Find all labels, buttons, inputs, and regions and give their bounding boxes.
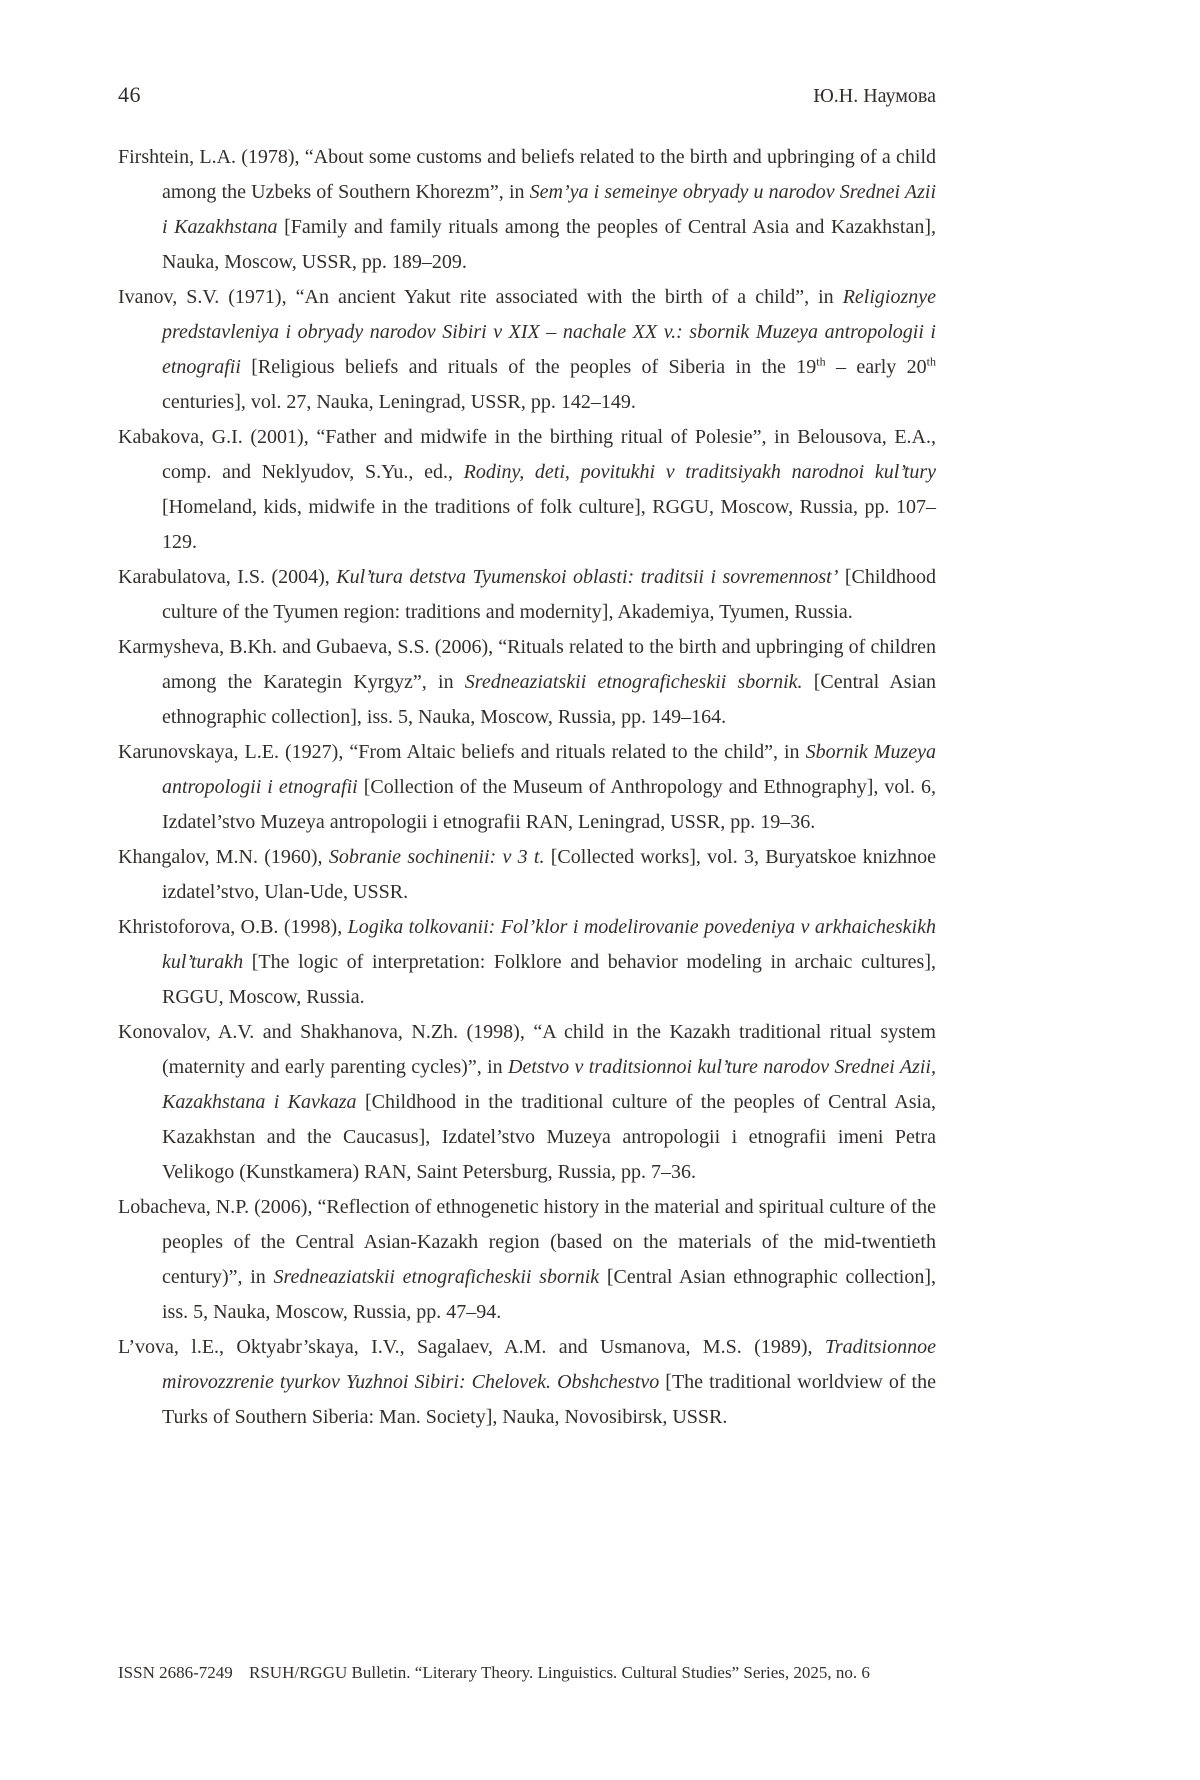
reference-title-segment: Traditsionnoe mirovozzrenie tyurkov Yuzhnoi Sibiri: Chelovek. Obshchestvo [162, 1336, 936, 1393]
reference-superscript: th [926, 354, 936, 369]
reference-text-segment: Khristoforova, O.B. (1998), [118, 916, 348, 938]
reference-text-segment: [Childhood culture of the Tyumen region: traditions and modernity], Akademiya, Tyumen, Russia. [162, 566, 936, 623]
reference-text-segment: – early 20 [825, 356, 927, 378]
reference-text-segment: Firshtein, L.A. (1978), “About some customs and beliefs related to the birth and upbringing of a child among the Uzbeks of Southern Khorezm”, in [118, 146, 936, 203]
reference-text-segment: Karunovskaya, L.E. (1927), “From Altaic beliefs and rituals related to the child”, in [118, 741, 806, 763]
reference-text-segment: Ivanov, S.V. (1971), “An ancient Yakut rite associated with the birth of a child”, in [118, 286, 843, 308]
reference-title-segment: Sem’ya i semeinye obryady u narodov Srednei Azii i Kazakhstana [162, 181, 936, 238]
reference-text-segment: [Childhood in the traditional culture of the peoples of Central Asia, Kazakhstan and the Caucasus], Izdatel’stvo Muzeya antropologii i etnografii imeni Petra Velikogo (Kunstkamera) RAN, Saint Petersburg, Russia, pp. 7–36. [162, 1091, 936, 1183]
reference-text-segment: Lobacheva, N.P. (2006), “Reflection of ethnogenetic history in the material and spiritual culture of the peoples of the Central Asian-Kazakh region (based on the materials of the mid-twentieth century)”, in [118, 1196, 936, 1288]
reference-text-segment: Karabulatova, I.S. (2004), [118, 566, 337, 588]
reference-title-segment: Rodiny, deti, povitukhi v traditsiyakh narodnoi kul’tury [463, 461, 937, 483]
page-header [118, 82, 936, 108]
reference-title-segment: Detstvo v traditsionnoi kul’ture narodov Srednei Azii, Kazakhstana i Kavkaza [162, 1056, 936, 1113]
reference-text-segment: Karmysheva, B.Kh. and Gubaeva, S.S. (2006), “Rituals related to the birth and upbringing of children among the Karategin Kyrgyz”, in [118, 636, 936, 693]
page-footer [118, 1663, 938, 1683]
reference-title-segment: Religioznye predstavleniya i obryady narodov Sibiri v XIX – nachale XX v.: sbornik Muzeya antropologii i etnografii [162, 286, 936, 378]
reference-entry [118, 840, 936, 910]
reference-entry [118, 140, 936, 280]
reference-entry [118, 910, 936, 1015]
reference-text-segment: [The logic of interpretation: Folklore and behavior modeling in archaic cultures], RGGU, Moscow, Russia. [162, 951, 936, 1008]
reference-text-segment: Khangalov, M.N. (1960), [118, 846, 329, 868]
reference-entry [118, 560, 936, 630]
reference-text-segment: [Religious beliefs and rituals of the peoples of Siberia in the 19 [240, 356, 817, 378]
reference-title-segment: Sredneaziatskii etnograficheskii sbornik [273, 1266, 600, 1288]
reference-text-segment: [The traditional worldview of the Turks of Southern Siberia: Man. Society], Nauka, Novosibirsk, USSR. [162, 1371, 936, 1428]
reference-title-segment: Sredneaziatskii etnograficheskii sbornik. [464, 671, 803, 693]
reference-entry [118, 1015, 936, 1190]
footer-journal-line: RSUH/RGGU Bulletin. “Literary Theory. Linguistics. Cultural Studies” Series, 2025, no. 6 [249, 1663, 870, 1682]
reference-title-segment: Logika tolkovanii: Fol’klor i modelirovanie povedeniya v arkhaicheskikh kul’turakh [162, 916, 936, 973]
reference-entry [118, 420, 936, 560]
reference-superscript: th [816, 354, 826, 369]
page-number: 46 [118, 82, 141, 107]
references-list [118, 140, 936, 1435]
reference-entry [118, 735, 936, 840]
reference-text-segment: L’vova, l.E., Oktyabr’skaya, I.V., Sagalaev, A.M. and Usmanova, M.S. (1989), [118, 1336, 825, 1358]
reference-entry [118, 280, 936, 420]
reference-title-segment: Kul’tura detstva Tyumenskoi oblasti: traditsii i sovremennost’ [336, 566, 839, 588]
reference-title-segment: Sobranie sochinenii: v 3 t. [328, 846, 545, 868]
reference-text-segment: [Homeland, kids, midwife in the traditions of folk culture], RGGU, Moscow, Russia, pp. 107–129. [162, 496, 936, 553]
reference-title-segment: Sbornik Muzeya antropologii i etnografii [162, 741, 936, 798]
reference-text-segment: [Central Asian ethnographic collection], iss. 5, Nauka, Moscow, Russia, pp. 47–94. [162, 1266, 936, 1323]
footer-issn: ISSN 2686-7249 [118, 1663, 233, 1682]
reference-text-segment: [Collected works], vol. 3, Buryatskoe knizhnoe izdatel’stvo, Ulan-Ude, USSR. [162, 846, 936, 903]
reference-text-segment: [Collection of the Museum of Anthropology and Ethnography], vol. 6, Izdatel’stvo Muzeya antropologii i etnografii RAN, Leningrad, USSR, pp. 19–36. [162, 776, 936, 833]
running-head-author: Ю.Н. Наумова [813, 85, 936, 107]
reference-entry [118, 1330, 936, 1435]
reference-text-segment: [Central Asian ethnographic collection], iss. 5, Nauka, Moscow, Russia, pp. 149–164. [162, 671, 936, 728]
reference-text-segment: Konovalov, A.V. and Shakhanova, N.Zh. (1998), “A child in the Kazakh traditional ritual system (maternity and early parenting cycles)”, in [118, 1021, 936, 1078]
reference-entry [118, 630, 936, 735]
reference-entry [118, 1190, 936, 1330]
reference-text-segment: [Family and family rituals among the peoples of Central Asia and Kazakhstan], Nauka, Moscow, USSR, pp. 189–209. [162, 216, 936, 273]
reference-text-segment: Kabakova, G.I. (2001), “Father and midwife in the birthing ritual of Polesie”, in Belousova, E.A., comp. and Neklyudov, S.Yu., ed., [118, 426, 936, 483]
reference-text-segment: centuries], vol. 27, Nauka, Leningrad, USSR, pp. 142–149. [162, 391, 636, 413]
